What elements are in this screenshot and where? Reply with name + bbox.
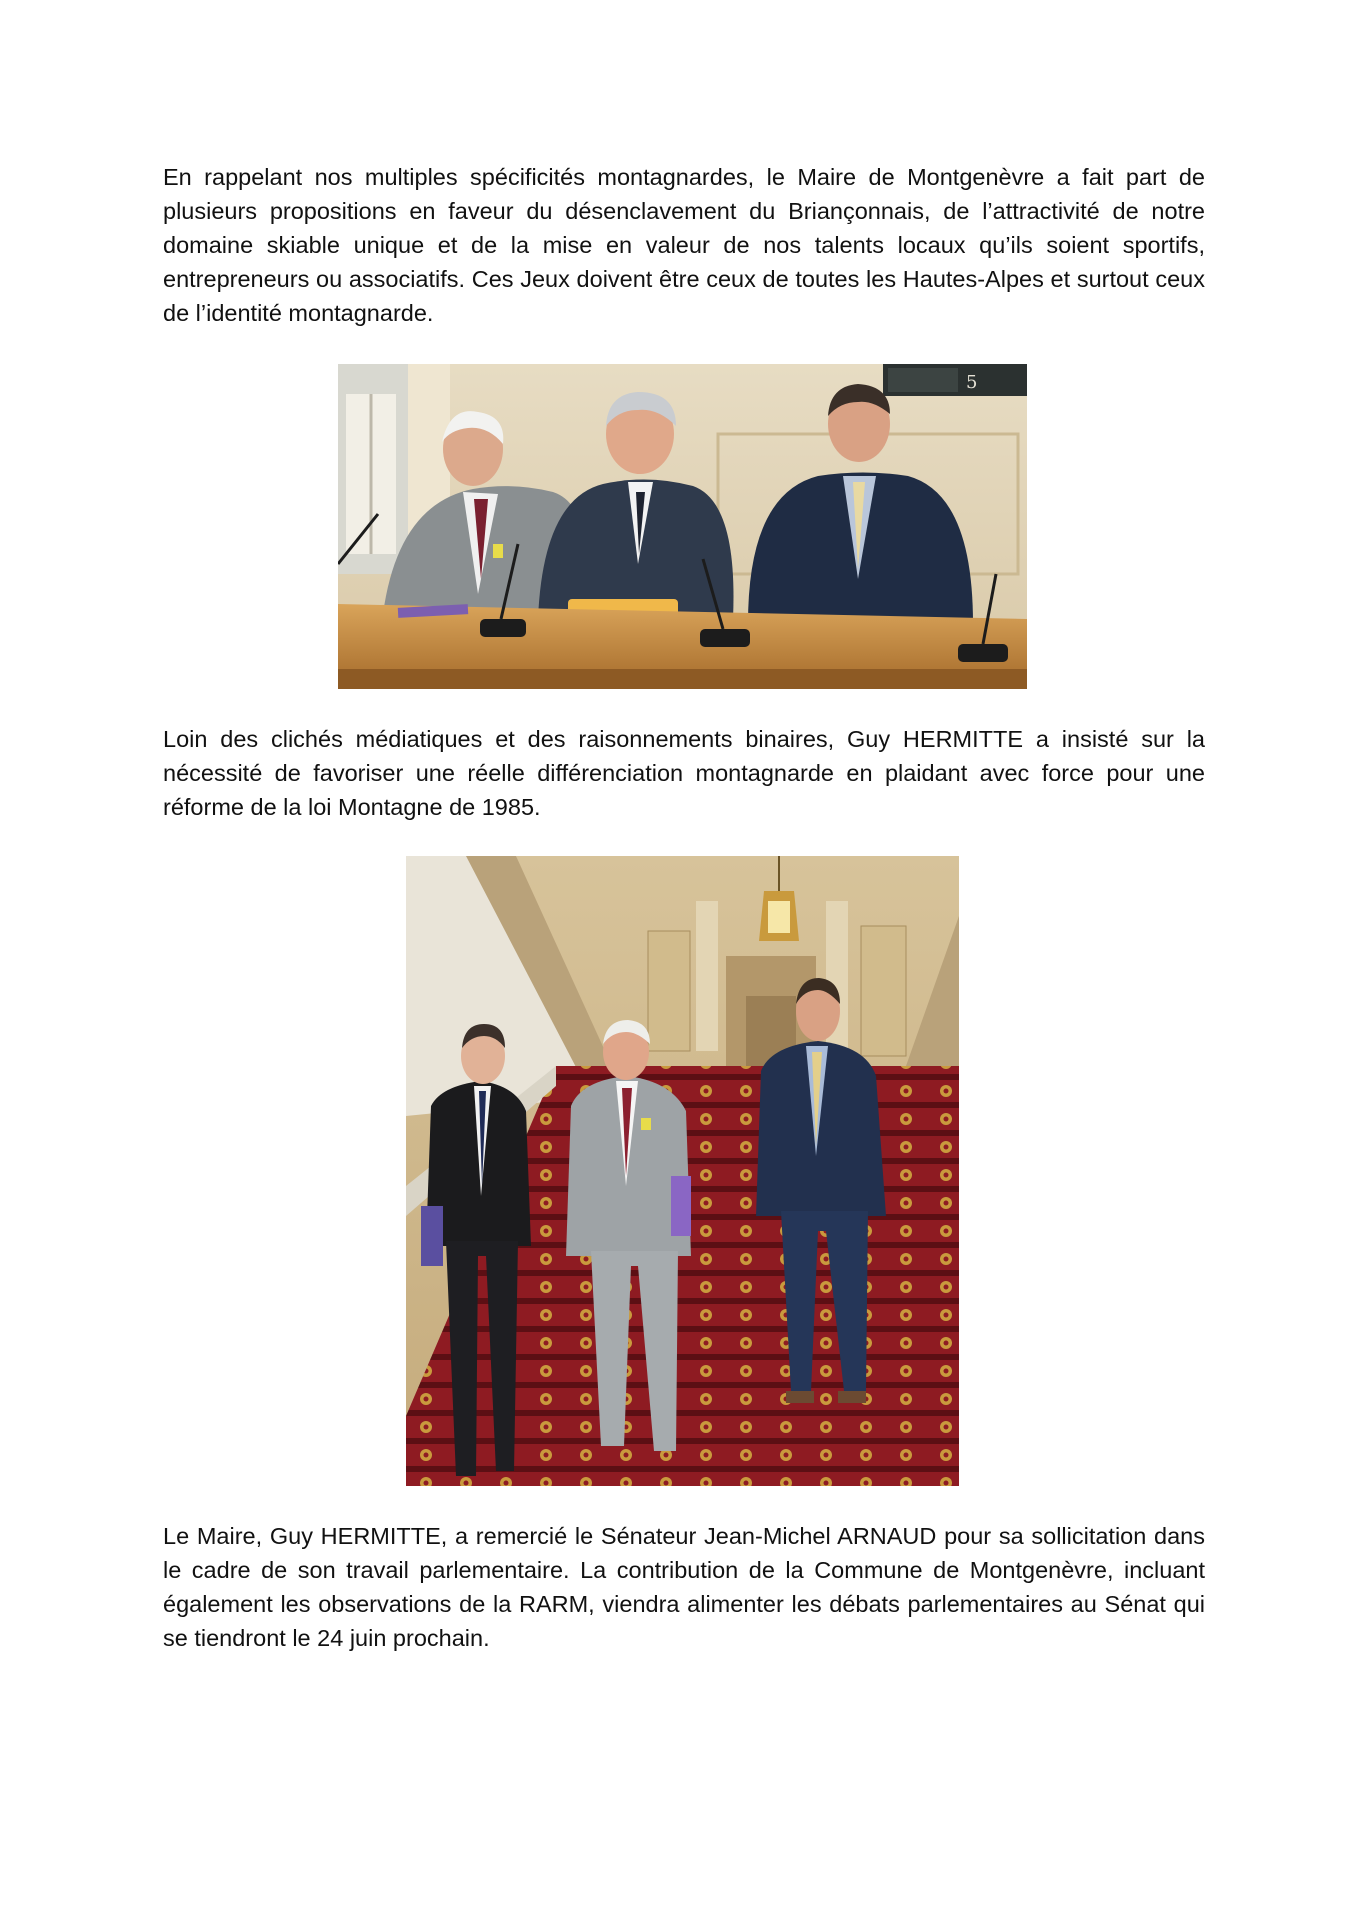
senate-staircase-illustration <box>406 856 959 1486</box>
meeting-table-photo <box>338 364 1027 689</box>
paragraph-conclusion: Le Maire, Guy HERMITTE, a remercié le Sénateur Jean-Michel ARNAUD pour sa sollicitation dans le cadre de son travail parlementaire. La contribution de la Commune de Montgenèvre, incluant également les observations de la RARM, viendra alimenter les débats parlementaires au Sénat qui se tiendront le 24 juin prochain. <box>163 1523 1205 1651</box>
meeting-table-illustration <box>338 364 1027 689</box>
paragraph-hermitte: Loin des clichés médiatiques et des raisonnements binaires, Guy HERMITTE a insisté sur la nécessité de favoriser une réelle différenciation montagnarde en plaidant avec force pour une réforme de la loi Montagne de 1985. <box>163 726 1205 820</box>
room-sign-number: 5 <box>966 372 978 393</box>
senate-staircase-photo <box>406 856 959 1486</box>
paragraph-intro: En rappelant nos multiples spécificités montagnardes, le Maire de Montgenèvre a fait part de plusieurs propositions en faveur du désenclavement du Briançonnais, de l’attractivité de notre domaine skiable unique et de la mise en valeur de nos talents locaux qu’ils soient sportifs, entrepreneurs ou associatifs. Ces Jeux doivent être ceux de toutes les Hautes-Alpes et surtout ceux de l’identité montagnarde. <box>163 164 1205 326</box>
